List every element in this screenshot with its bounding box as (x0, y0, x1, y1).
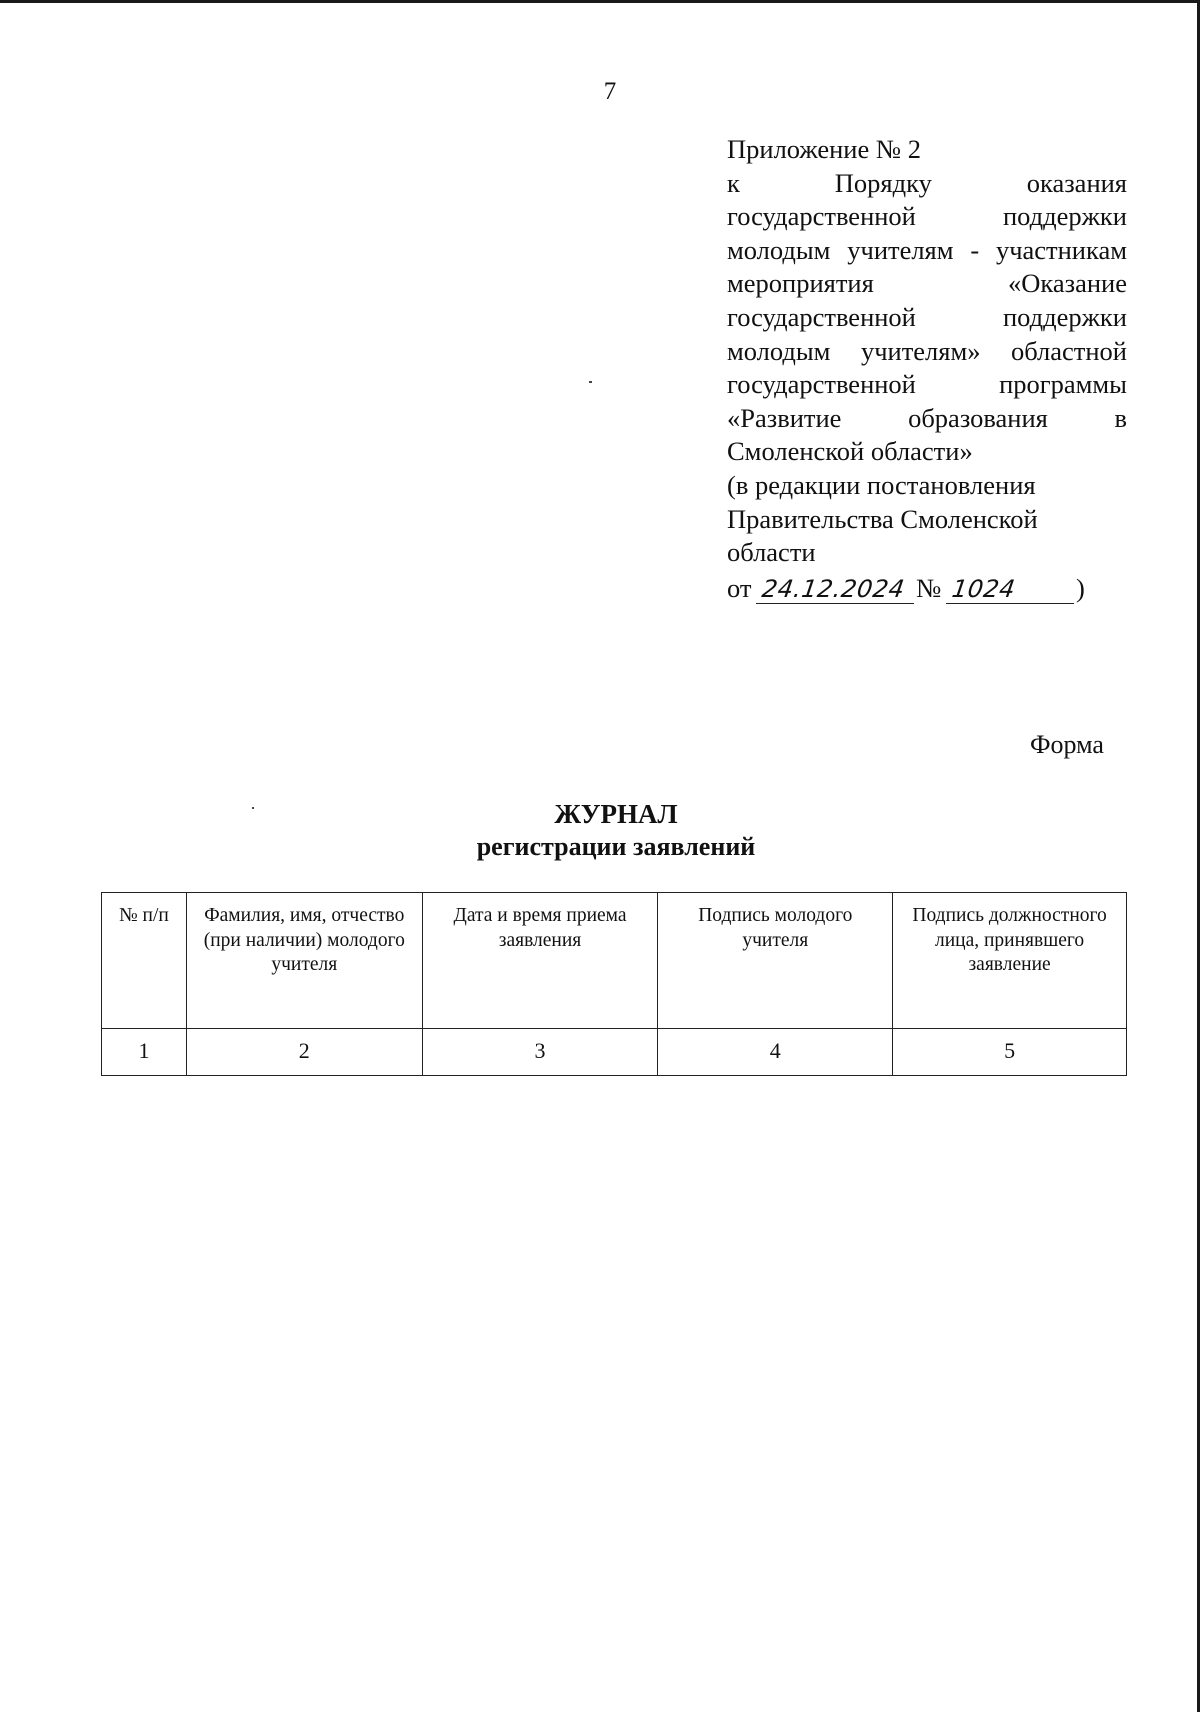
table-cell: 1 (102, 1029, 187, 1076)
table-header-row (102, 893, 1127, 1029)
resolution-date-line (727, 572, 1127, 606)
table-row (102, 1029, 1127, 1076)
appendix-line: Правительства Смоленской (727, 503, 1038, 534)
appendix-line: области (727, 537, 816, 568)
appendix-line: государственной поддержки (727, 201, 1127, 232)
appendix-line: к Порядку оказания (727, 167, 1127, 198)
col-header-date-time: Дата и время приема заявления (422, 893, 658, 1029)
appendix-title: Приложение № 2 (727, 134, 922, 164)
table-cell: 5 (893, 1029, 1127, 1076)
appendix-line: «Развитие образования в (727, 402, 1127, 433)
appendix-line: молодым учителям» областной (727, 335, 1127, 366)
appendix-line: молодым учителям - участникам (727, 234, 1127, 265)
scan-top-edge (0, 0, 1200, 3)
handwritten-number: 1024 (946, 575, 1078, 604)
closing-paren: ) (1076, 572, 1085, 603)
table-cell: 2 (186, 1029, 422, 1076)
col-header-teacher-signature: Подпись молодого учителя (658, 893, 893, 1029)
number-label: № (916, 572, 942, 603)
scan-speck (589, 381, 592, 383)
journal-title: ЖУРНАЛ (554, 799, 678, 829)
registration-table (101, 892, 1127, 1076)
table-cell: 3 (422, 1029, 658, 1076)
col-header-official-signature: Подпись должностного лица, принявшего заявление (893, 893, 1127, 1029)
appendix-block (727, 133, 1127, 605)
appendix-line: мероприятия «Оказание (727, 268, 1127, 299)
table-cell: 4 (658, 1029, 893, 1076)
col-header-full-name: Фамилия, имя, отчество (при наличии) молодого учителя (186, 893, 422, 1029)
page-number: 7 (603, 78, 617, 105)
form-label: Форма (1030, 730, 1104, 759)
appendix-line: (в редакции постановления (727, 469, 1036, 500)
col-header-number: № п/п (102, 893, 187, 1029)
journal-subtitle: регистрации заявлений (476, 832, 756, 861)
appendix-line: государственной поддержки (727, 301, 1127, 332)
appendix-line: Смоленской области» (727, 436, 973, 467)
handwritten-date: 24.12.2024 (756, 575, 918, 604)
appendix-line: государственной программы (727, 369, 1127, 400)
date-prefix: от (727, 572, 752, 603)
